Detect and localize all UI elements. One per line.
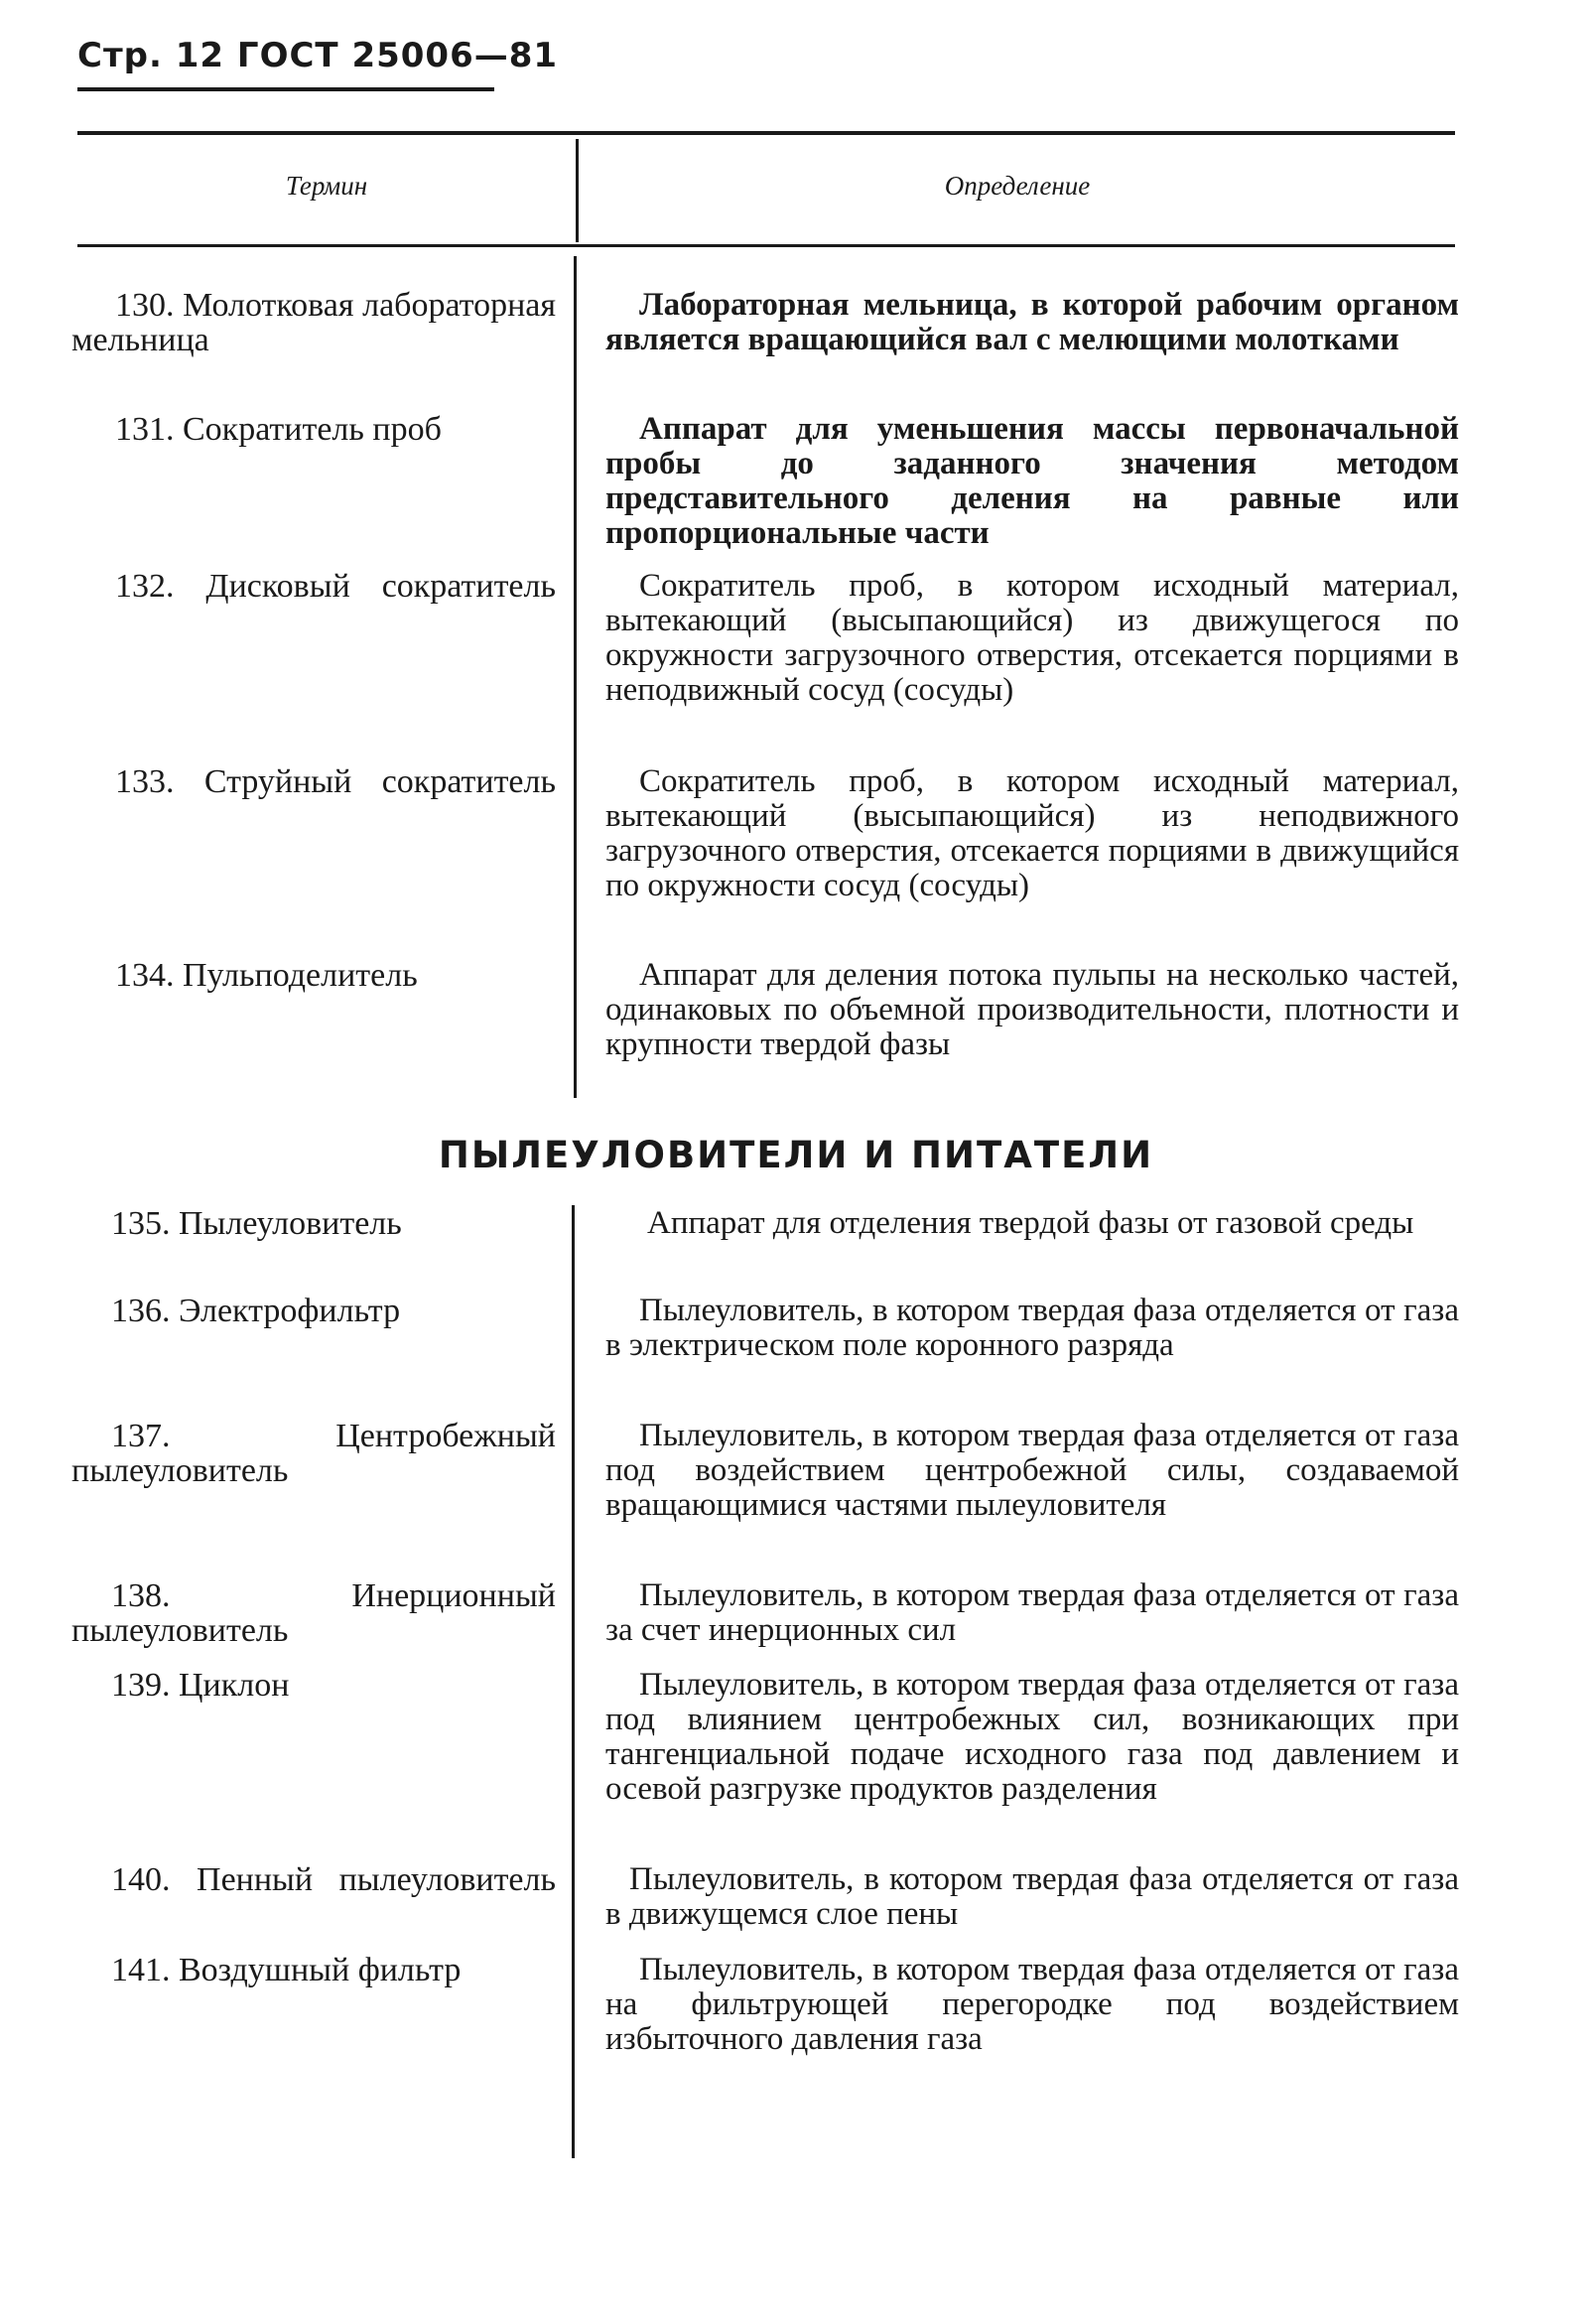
term-130: 130. Молотковая лабораторная мельница (71, 287, 556, 358)
term-131: 131. Сократитель проб (115, 411, 442, 448)
table-head-bottom-rule (77, 244, 1455, 247)
definition-141: Пылеуловитель, в котором твердая фаза отделяется от газа на фильтрующей перегородке под воздействием избыточного давления газа (605, 1952, 1459, 2057)
term-138: 138. Инерционный пылеуловитель (71, 1577, 556, 1649)
term-132: 132. Дисковый сократитель (115, 568, 556, 605)
term-137: 137. Центробежный пылеуловитель (71, 1418, 556, 1489)
term-136: 136. Электрофильтр (111, 1293, 401, 1329)
definition-130: Лабораторная мельница, в которой рабочим органом является вращающийся вал с мелющими молотками (605, 287, 1459, 357)
definition-133: Сократитель проб, в котором исходный материал, вытекающий (высыпающийся) из неподвижного загрузочного отверстия, отсекается порциями в движущийся по окружности сосуд (сосуды) (605, 763, 1459, 903)
term-134: 134. Пульподелитель (115, 957, 418, 994)
column-header-term: Термин (285, 171, 368, 201)
page-header: Стр. 12 ГОСТ 25006—81 (77, 36, 559, 75)
definition-139: Пылеуловитель, в котором твердая фаза отделяется от газа под влиянием центробежных сил, возникающих при тангенциальной подаче исходного газа под давлением и осевой разгрузке продуктов разделения (605, 1667, 1459, 1807)
definition-135: Аппарат для отделения твердой фазы от газовой среды (647, 1205, 1414, 1241)
definition-140: Пылеуловитель, в котором твердая фаза отделяется от газа в движущемся слое пены (605, 1861, 1459, 1932)
term-140: 140. Пенный пылеуловитель (111, 1861, 556, 1898)
definition-137: Пылеуловитель, в котором твердая фаза отделяется от газа под воздействием центробежной силы, создаваемой вращающимися частями пылеуловителя (605, 1418, 1459, 1523)
column-header-definition: Определение (944, 171, 1091, 201)
definition-132: Сократитель проб, в котором исходный материал, вытекающий (высыпающийся) из движущегося по окружности загрузочного отверстия, отсекается порциями в неподвижный сосуд (сосуды) (605, 568, 1459, 708)
column-divider-bottom (572, 1205, 575, 2158)
definition-131: Аппарат для уменьшения массы первоначальной пробы до заданного значения методом представительного деления на равные или пропорциональные части (605, 411, 1459, 551)
header-rule (77, 87, 494, 91)
term-141: 141. Воздушный фильтр (111, 1952, 462, 1988)
term-139: 139. Циклон (111, 1667, 290, 1704)
definition-136: Пылеуловитель, в котором твердая фаза отделяется от газа в электрическом поле коронного разряда (605, 1293, 1459, 1363)
column-divider-head (576, 139, 579, 242)
definition-138: Пылеуловитель, в котором твердая фаза отделяется от газа за счет инерционных сил (605, 1577, 1459, 1648)
table-top-rule (77, 131, 1455, 135)
term-135: 135. Пылеуловитель (111, 1205, 402, 1242)
column-divider-top (574, 256, 577, 1098)
definition-134: Аппарат для деления потока пульпы на несколько частей, одинаковых по объемной производительности, плотности и крупности твердой фазы (605, 957, 1459, 1062)
term-133: 133. Струйный сократитель (115, 763, 556, 800)
section-title: ПЫЛЕУЛОВИТЕЛИ И ПИТАТЕЛИ (438, 1134, 1154, 1176)
